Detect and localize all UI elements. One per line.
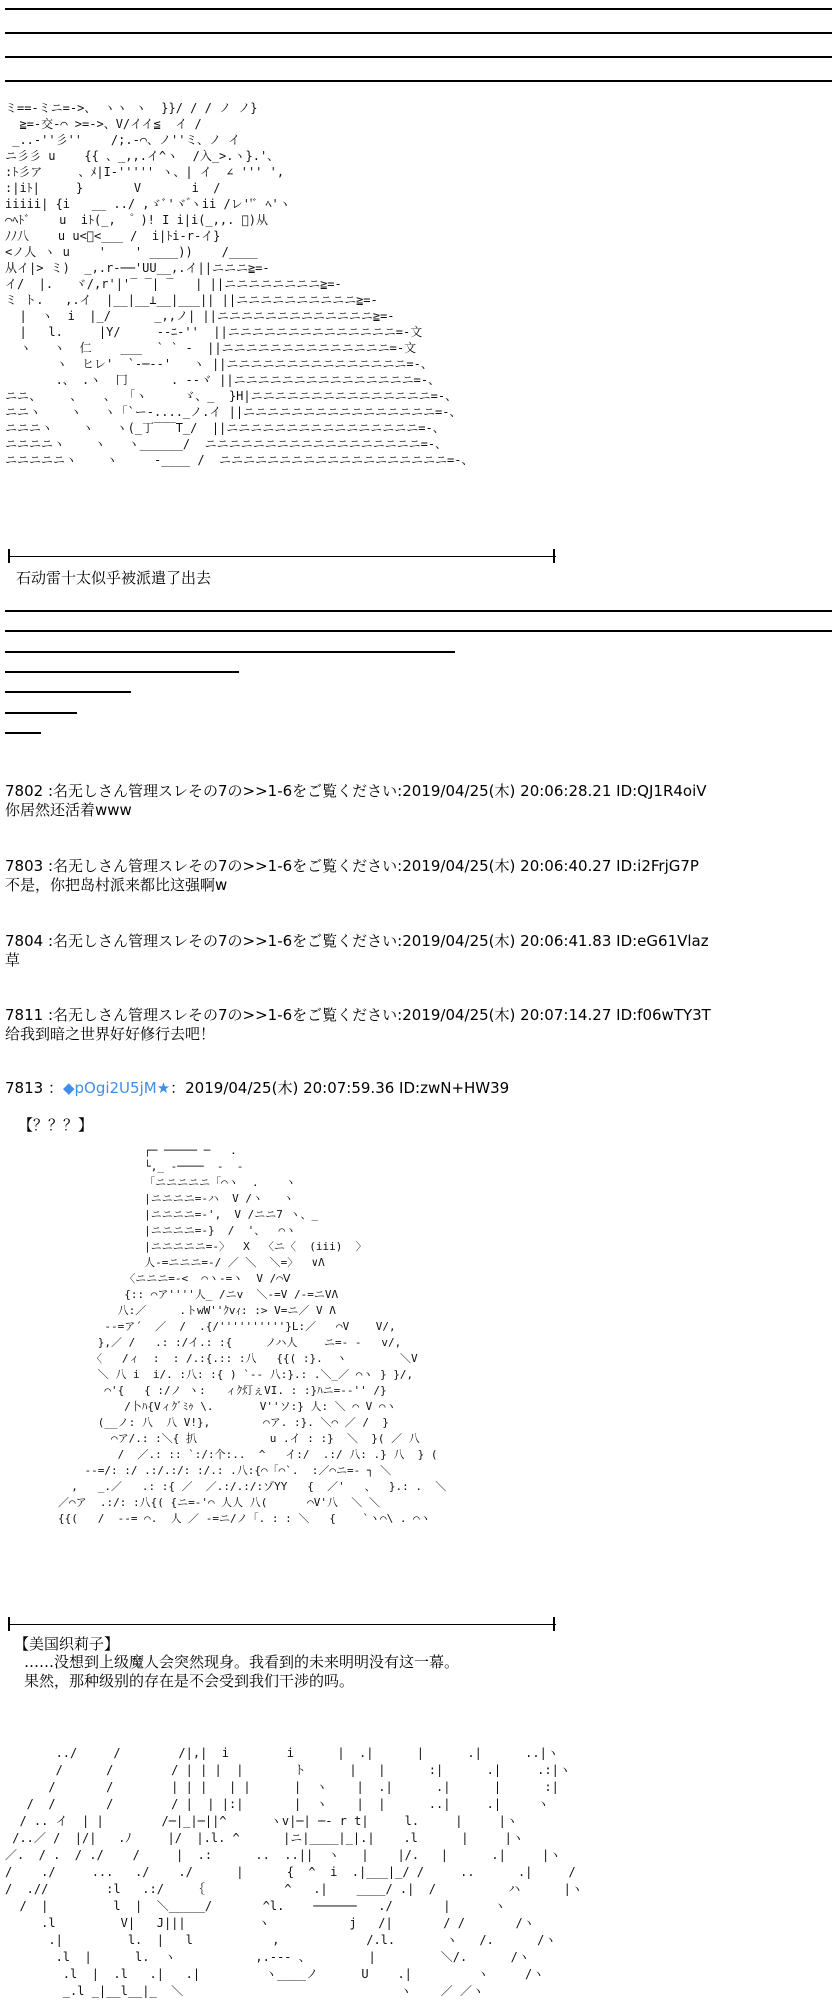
post-body: 不是，你把岛村派来都比这强啊w: [5, 876, 228, 894]
ascii-art-line: ニニニヽ ヽ ヽ(_丁‾‾‾T_/ ||ニニニニニニニニニニニニニニニニ=-、: [5, 421, 445, 435]
ascii-art-line: _.l _|__l__|_ ＼ ヽ ／ ／ヽ: [62, 1984, 485, 1998]
divider-tick-right: [553, 549, 555, 563]
ascii-art-line: ﾉﾉ八 u u<゙<___ / i|ﾄi-r‐イ}: [5, 229, 221, 243]
post-body: 给我到暗之世界好好修行去吧！: [5, 1025, 216, 1043]
ascii-art-line: (__ノ: 八 八 V!}, ⌒ア. :}. ＼⌒ ／ / }: [97, 1416, 389, 1429]
dialog-line: 果然，那种级别的存在是不会受到我们干涉的吗。: [24, 1672, 355, 1690]
ascii-art-line: | l. |Y/ --ﾆ-'' ||ニニニニニニニニニニニニニニ=-文: [19, 325, 423, 339]
ascii-art-line: ┌─ ───── ─ .: [144, 1144, 237, 1157]
ascii-art-top: [5, 100, 474, 468]
ascii-art-middle: [5, 1143, 446, 1527]
ascii-art-line: イ/ |. ヾ/,r'|'‾ ‾| ‾ | ||ニニニニニニニニ≧=-: [5, 277, 342, 291]
ascii-art-line: ../ / /|,| i i | .| | .| ..|ヽ: [55, 1746, 559, 1760]
ascii-art-line: --=ア´ ／ / .{/''''''''''}L:／ ⌒V V/,: [104, 1320, 396, 1333]
ascii-art-line: / | l | ＼_____/ ^l. ────── ./ | ヽ: [19, 1899, 506, 1913]
character-dialog: [24, 1653, 459, 1691]
dialog-line: ……没想到上级魔人会突然现身。我看到的未来明明没有这一幕。: [24, 1653, 460, 1671]
rule-7: [5, 651, 455, 653]
art-divider-top: [8, 556, 556, 557]
ascii-art-line: ニニニニニヽ ヽ ‐____ / ニニニニニニニニニニニニニニニニニニニ=-、: [5, 453, 474, 467]
post-body: 草: [5, 951, 21, 969]
rule-2: [5, 32, 832, 34]
post-7804: [5, 932, 709, 970]
post-header: 7802 :名无しさん管理スレその7の>>1-6をご覧ください:2019/04/25(木) 20:06:28.21 ID:QJ1R4oiV: [5, 782, 707, 800]
ascii-art-line: / ／.: :: `:/:个:.. ^ イ:/ .:/ 八: .} 八 } (: [117, 1448, 438, 1461]
rule-3: [5, 56, 832, 58]
ascii-art-line: {:: ⌒ア''''人_ /ニv ＼-=V /-=ニVΛ: [124, 1288, 339, 1301]
ascii-art-line: .l | .l .| .| ヽ____ノ U .| ヽ /ヽ: [62, 1967, 545, 1981]
ascii-art-line: ／⌒ア .:/: :八{( {ニ=‐'⌒ 人人 八( ⌒V'八 ＼ ＼: [57, 1496, 380, 1509]
rule-6: [5, 630, 832, 632]
ascii-art-line: },／ / .: :/イ.: :{ ノハ人 ニ=‐ - v/,: [97, 1336, 402, 1349]
character-tag: 【美国织莉子】: [14, 1635, 120, 1653]
ascii-art-line: --=/: :/ .:/.:/: :/.: .八:{⌒「⌒`. :／⌒ニ=‐ ┐ ＼: [84, 1464, 392, 1477]
rule-4: [5, 80, 832, 82]
ascii-art-line: , _.／ .: :{ ／ ／.:/.:/:ゾYY { ／' 、 }.: . ＼: [71, 1480, 447, 1493]
post-header: 7803 :名无しさん管理スレその7の>>1-6をご覧ください:2019/04/25(木) 20:06:40.27 ID:i2FrjG7P: [5, 857, 699, 875]
divider-tick-left: [8, 549, 10, 563]
ascii-art-line: .l | l. ヽ ,.--- 、 | ＼/. /ヽ: [55, 1950, 530, 1964]
ascii-art-line: ⌒'{ { :/ノ ヽ: ィｸ灯ぇVI. : :}ﾊニ=‐-'' /}: [104, 1384, 387, 1397]
rule-8: [5, 671, 239, 673]
ascii-art-line: ／. / . / ./ / | .: .. ..|| ヽ | |/. | .| |ヽ: [5, 1848, 562, 1862]
ascii-art-line: /卜ﾊ{Vィｸﾞﾐｩ \. V''ソ:} 人: ＼ ⌒ V ⌒ヽ: [124, 1400, 397, 1413]
ascii-art-line: |ニニニニ=-ハ V /ヽ ヽ: [144, 1192, 294, 1205]
ascii-art-line: 〈ニニニ=-< ⌒ヽ-=ヽ V /⌒Ⅴ: [124, 1272, 291, 1285]
ascii-art-line: / / | | | | | | ヽ | .| .| | :|: [48, 1780, 559, 1794]
post-header: 7804 :名无しさん管理スレその7の>>1-6をご覧ください:2019/04/25(木) 20:06:41.83 ID:eG61Vlaz: [5, 932, 709, 950]
op-post-header: [5, 1079, 509, 1098]
ascii-art-line: ニ彡彡 u {{ 、_,,.イ^ヽ /入_>.ヽ}.'、: [5, 149, 280, 163]
post-meta: ：2019/04/25(木) 20:07:59.36 ID:zwN+HW39: [170, 1079, 510, 1097]
ascii-art-line: .、 .ヽ 冂 . -‐ヾ ||ニニニニニニニニニニニニニニニ=-、: [55, 373, 441, 387]
ascii-art-line: .l V| J||| ヽ j /| / / /ヽ: [41, 1916, 535, 1930]
tripcode-link[interactable]: ◆pOgi2U5jM: [62, 1079, 157, 1097]
ascii-art-line: ミ ト. ,.イ |__|__⊥__|___|| ||ニニニニニニニニニニ≧=-: [5, 293, 378, 307]
ascii-art-line: ニニ、 、 、 「ヽ ゞ、_ }H|ニニニニニニニニニニニニニニニ=-、: [5, 389, 458, 403]
ascii-art-line: iiiii| {i __ ../ ,ゞﾞ'ヾ ゙ヽii /レ''ﾞ ﾍ'ヽ: [5, 197, 291, 211]
ascii-art-line: ⌒ﾍﾄﾞ u iﾄ(_, ゚ )! I i|i(_,,. ゚)从: [5, 213, 269, 227]
ascii-art-line: |ニニニニ=-} / '、 ⌒ヽ: [144, 1224, 297, 1237]
ascii-art-line: / .// :l .:/ ｛ ^ .| ____/ .| / ハ |ヽ: [5, 1882, 583, 1896]
ascii-art-line: /..／ / |/| .ﾉ |/ |.l. ^ |ニ|____|_|.| .l | |ヽ: [12, 1831, 524, 1845]
rule-11: [5, 732, 41, 734]
ascii-art-line: ⌒ア/.: :＼{ 扒 u .イ : :} ＼ }( ／ 八: [110, 1432, 420, 1445]
ascii-art-line: | ヽ i |_/ _,,ノ| ||ニニニニニニニニニニニニニ≧=-: [19, 309, 395, 323]
ascii-art-line: .| l. | l , /.l. ヽ /. /ヽ: [48, 1933, 557, 1947]
rule-9: [5, 691, 131, 693]
rule-10: [5, 712, 77, 714]
ascii-art-line: ミ==-ミニ=->、 ヽヽ ヽ }}/ / / ノ ノ}: [5, 101, 258, 115]
caption-top: 石动雷十太似乎被派遣了出去: [16, 569, 212, 587]
ascii-art-line: 八:／ .トwW''ｸvｨ: :> V=ニ／ V Λ: [117, 1304, 336, 1317]
divider-tick-left: [8, 1617, 10, 1631]
ascii-art-line: {{( / --= ⌒. 人 ／ -=ニ/ノ「. : : ＼ { `ヽ⌒\ . ⌒ヽ: [57, 1512, 431, 1525]
rule-5: [5, 610, 832, 612]
post-7811: [5, 1006, 711, 1044]
star-icon: ★: [156, 1079, 171, 1097]
post-7802: [5, 782, 707, 820]
ascii-art-line: ≧=-交-⌒ >=->、V/イイ≦ イ /: [19, 117, 202, 131]
ascii-art-line: / .. イ | | /─|_|─||^ ヽv|─| ─‐ r t| l. | |ヽ: [19, 1814, 518, 1828]
ascii-art-line: / / / | | | | ト | | :| .| .:|ヽ: [55, 1763, 571, 1777]
ascii-art-line: 人-=ニニニ=-/ ／ ＼ ＼=〉 ∨Λ: [144, 1256, 325, 1269]
ascii-art-line: ヽ ヽ 仁 ___ ` ` ‐ ||ニニニニニニニニニニニニニニ=-文: [19, 341, 417, 355]
ascii-art-line: / ./ ... ./ ./ | { ^ i .|___|_/ / .. .| /: [5, 1865, 576, 1879]
art-divider-middle: [8, 1624, 556, 1625]
ascii-art-line: :ﾄ彡ア 、ﾒ|I-''''' ヽ、| イ ∠ ''' ',: [5, 165, 285, 179]
ascii-art-line: / / / / | | |:| | ヽ | | ..| .| ヽ: [26, 1797, 550, 1811]
ascii-art-line: |ニニニニ=-', V /ニニ7 ヽ、_: [144, 1208, 319, 1221]
ascii-art-line: ニニニニヽ ヽ ヽ______/ ニニニニニニニニニニニニニニニニニニ=-、: [5, 437, 448, 451]
ascii-art-line: <ノ人 ヽ u ' ' ____)) /____: [5, 245, 258, 259]
rule-1: [5, 8, 832, 10]
post-number: 7813 ：: [5, 1079, 63, 1097]
ascii-art-line: ＼ 八 i i/. :八: :{ ) `‐‐ 八:}.: .＼_／ ⌒ヽ } }/,: [97, 1368, 414, 1381]
ascii-art-line: :|iﾄ| } V i /: [5, 181, 221, 195]
ascii-art-line: _..-''彡'' /;.-⌒、ノ''ミ、ノ イ: [12, 133, 241, 147]
post-7813: [5, 1079, 509, 1098]
post-7803: [5, 857, 699, 895]
ascii-art-line: └,_ ‐──── ‐ ‐: [144, 1160, 244, 1173]
ascii-art-bottom: [5, 1745, 583, 2000]
post-header: 7811 :名无しさん管理スレその7の>>1-6をご覧ください:2019/04/25(木) 20:07:14.27 ID:f06wTY3T: [5, 1006, 711, 1024]
ascii-art-line: ヽ ヒレ' `‐─--' ヽ ||ニニニニニニニニニニニニニニニ=-、: [55, 357, 433, 371]
post-body: 你居然还活着www: [5, 801, 132, 819]
ascii-art-line: |ニニニニニ=-〉 X 〈ニ〈 (iii) 〉: [144, 1240, 367, 1253]
ascii-art-line: 「ニニニニニ「⌒ヽ . ヽ: [144, 1176, 297, 1189]
ascii-art-line: ニニヽ ヽ ヽ「`ー-...._ノ.イ ||ニニニニニニニニニニニニニニニニ=-、: [5, 405, 462, 419]
ascii-art-line: 〈 /ィ : : /.:{.:: :八 {{( :}. ヽ ＼V: [91, 1352, 418, 1365]
divider-tick-right: [553, 1617, 555, 1631]
unknown-speaker-tag: 【？？？】: [18, 1116, 94, 1134]
ascii-art-line: 从イ|> ミ) _,.r-──'UU__,.イ||ニニニ≧=-: [5, 261, 270, 275]
